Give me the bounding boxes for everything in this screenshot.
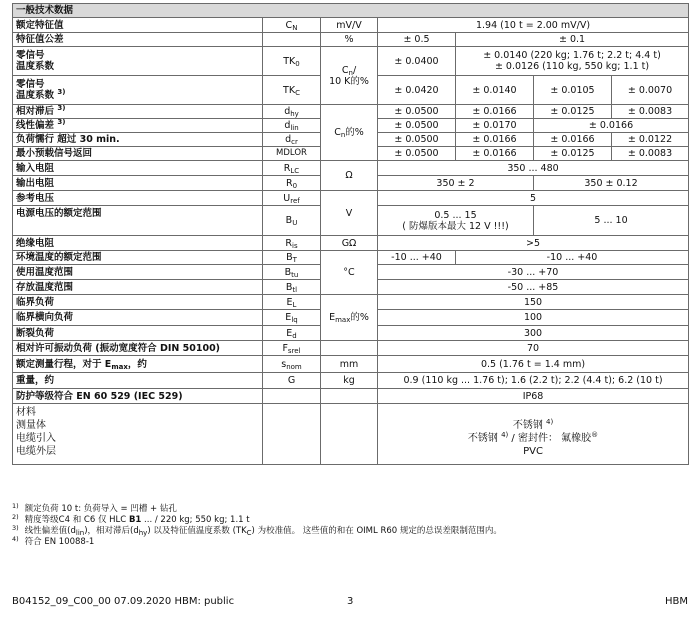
value-mdlor-2: ± 0.0166: [456, 147, 534, 161]
unit-cn-per-10k: $C_n/$ 10 K的%: [321, 47, 378, 105]
param-hysteresis: 相对滞后 $^{3)}$: [13, 105, 263, 119]
footnote-2: $^{2)}$ 精度等级C4 和 C6 仅 HLC B1 ... / 220 kg; 550 kg; 1.1 t: [12, 513, 250, 525]
symbol-btl: $B_{tl}$: [263, 280, 321, 295]
doc-id: B04152_09_C00_00 07.09.2020 HBM: public: [12, 596, 235, 607]
symbol-snom: $s_{nom}$: [263, 356, 321, 373]
row-vibration: [13, 341, 689, 356]
footnote-4: $^{4)}$ 符合 EN 10088-1: [12, 535, 95, 547]
param-materials: 材料 测量体 电缆引入 电缆外层: [13, 404, 263, 465]
unit-cn-percent: $C_n$的%: [321, 105, 378, 161]
symbol-dcr: $d_{cr}$: [263, 133, 321, 147]
value-rout-1: 350 ± 2: [378, 176, 534, 191]
symbol-dlin: $d_{lin}$: [263, 119, 321, 133]
param-rated-output: 额定特征值: [13, 18, 263, 33]
row-input-resistance: [13, 161, 689, 176]
value-mdlor-4: ± 0.0083: [612, 147, 689, 161]
value-tkc-4: ± 0.0070: [612, 76, 689, 105]
value-bu-2: 5 ... 10: [534, 206, 689, 236]
value-tkc-3: ± 0.0105: [534, 76, 612, 105]
value-creep-3: ± 0.0166: [534, 133, 612, 147]
value-input-resistance: 350 ... 480: [378, 161, 689, 176]
value-bt-2: -10 ... +40: [456, 251, 689, 265]
unit-volt: V: [321, 191, 378, 236]
symbol-ris: $R_{is}$: [263, 236, 321, 251]
row-insulation-resistance: [13, 236, 689, 251]
unit-empty-ip: [321, 389, 378, 404]
unit-emax-percent: $E_{max}$的%: [321, 295, 378, 341]
value-tk0-2: ± 0.0140 (220 kg; 1.76 t; 2.2 t; 4.4 t) ± 0.0126 (110 kg, 550 kg; 1.1 t): [456, 47, 689, 76]
param-breaking-load: 断裂负荷: [13, 326, 263, 341]
symbol-empty: [263, 33, 321, 47]
value-hyst-4: ± 0.0083: [612, 105, 689, 119]
row-weight: [13, 373, 689, 389]
value-lin-2: ± 0.0170: [456, 119, 534, 133]
param-weight: 重量，约: [13, 373, 263, 389]
row-safe-load: [13, 295, 689, 310]
param-input-resistance: 输入电阻: [13, 161, 263, 176]
footnotes: [12, 504, 688, 548]
value-reference-voltage: 5: [378, 191, 689, 206]
symbol-r0: $R_0$: [263, 176, 321, 191]
param-nominal-temp: 环境温度的额定范围: [13, 251, 263, 265]
value-bu-1: 0.5 ... 15 ( 防爆版本最大 12 V !!!): [378, 206, 534, 236]
value-tkc-2: ± 0.0140: [456, 76, 534, 105]
param-service-temp: 使用温度范围: [13, 265, 263, 280]
symbol-empty-mat: [263, 404, 321, 465]
row-hysteresis: [13, 105, 689, 119]
row-reference-voltage: [13, 191, 689, 206]
technical-data-table: [12, 3, 689, 465]
symbol-elq: $E_{lq}$: [263, 310, 321, 326]
section-header-row: [13, 4, 689, 18]
value-materials: 不锈钢 $^{4)}$ 不锈钢 $^{4)}$ / 密封件： 氟橡胶® PVC: [378, 404, 689, 465]
value-storage-temp: -50 ... +85: [378, 280, 689, 295]
symbol-fsrel: $F_{srel}$: [263, 341, 321, 356]
value-bt-1: -10 ... +40: [378, 251, 456, 265]
brand-name: HBM: [664, 596, 688, 607]
value-deflection: 0.5 (1.76 t = 1.4 mm): [378, 356, 689, 373]
symbol-g: G: [263, 373, 321, 389]
unit-kg: kg: [321, 373, 378, 389]
unit-celsius: °C: [321, 251, 378, 295]
param-safe-load: 临界负荷: [13, 295, 263, 310]
footnote-3: $^{3)}$ 线性偏差值$(d_{lin})$，相对滞后$(d_{hy})$ 以及特征值温度系数 $(TK_C)$ 为校准值。 这些值的和在 OIML R60 规定的总误差限制范围内。: [12, 524, 502, 537]
unit-empty: [321, 341, 378, 356]
value-rout-2: 350 ± 0.12: [534, 176, 689, 191]
param-output-resistance: 输出电阻: [13, 176, 263, 191]
symbol-tkc: $TK_C$: [263, 76, 321, 105]
value-breaking-load: 300: [378, 326, 689, 341]
section-title: 一般技术数据: [13, 4, 689, 18]
param-tk0: 零信号 温度系数: [13, 47, 263, 76]
unit-mv-v: mV/V: [321, 18, 378, 33]
symbol-tk0: $TK_0$: [263, 47, 321, 76]
unit-mm: mm: [321, 356, 378, 373]
value-hyst-2: ± 0.0166: [456, 105, 534, 119]
value-mdlor-1: ± 0.0500: [378, 147, 456, 161]
symbol-bu: $B_U$: [263, 206, 321, 236]
param-protection: 防护等级符合 EN 60 529 (IEC 529): [13, 389, 263, 404]
row-nominal-temp: [13, 251, 689, 265]
value-sens-tol-2: ± 0.1: [456, 33, 689, 47]
footnote-1: $^{1)}$ 额定负荷 10 t: 负荷导入 = 凹槽 + 钻孔: [12, 502, 177, 514]
param-vibration: 相对许可振动负荷 (振动宽度符合 DIN 50100): [13, 341, 263, 356]
value-safe-load: 150: [378, 295, 689, 310]
value-weight: 0.9 (110 kg ... 1.76 t); 1.6 (2.2 t); 2.2 (4.4 t); 6.2 (10 t): [378, 373, 689, 389]
param-mdlor: 最小预载信号返回: [13, 147, 263, 161]
value-creep-1: ± 0.0500: [378, 133, 456, 147]
value-side-load: 100: [378, 310, 689, 326]
value-lin-1: ± 0.0500: [378, 119, 456, 133]
row-materials: [13, 404, 689, 465]
param-tkc: 零信号 温度系数 $^{3)}$: [13, 76, 263, 105]
value-vibration: 70: [378, 341, 689, 356]
param-storage-temp: 存放温度范围: [13, 280, 263, 295]
value-tkc-1: ± 0.0420: [378, 76, 456, 105]
symbol-empty-ip: [263, 389, 321, 404]
param-supply-voltage: 电源电压的额定范围: [13, 206, 263, 236]
symbol-dhy: $d_{hy}$: [263, 105, 321, 119]
value-creep-2: ± 0.0166: [456, 133, 534, 147]
symbol-el: $E_L$: [263, 295, 321, 310]
value-sens-tol-1: ± 0.5: [378, 33, 456, 47]
unit-gohm: GΩ: [321, 236, 378, 251]
param-creep: 负荷懦行 超过 30 min.: [13, 133, 263, 147]
row-rated-output: [13, 18, 689, 33]
symbol-ed: $E_d$: [263, 326, 321, 341]
unit-percent: %: [321, 33, 378, 47]
value-service-temp: -30 ... +70: [378, 265, 689, 280]
symbol-btu: $B_{tu}$: [263, 265, 321, 280]
value-mdlor-3: ± 0.0125: [534, 147, 612, 161]
row-tk0: [13, 47, 689, 76]
param-side-load: 临界横向负荷: [13, 310, 263, 326]
unit-ohm: Ω: [321, 161, 378, 191]
param-deflection: 额定测量行程，对于 $E_{max}$，约: [13, 356, 263, 373]
row-sensitivity-tolerance: [13, 33, 689, 47]
row-protection: [13, 389, 689, 404]
symbol-cn: $C_N$: [263, 18, 321, 33]
value-lin-3: ± 0.0166: [534, 119, 689, 133]
page-footer: [12, 596, 688, 610]
param-linearity: 线性偏差 $^{3)}$: [13, 119, 263, 133]
symbol-bt: $B_T$: [263, 251, 321, 265]
symbol-rlc: $R_{LC}$: [263, 161, 321, 176]
value-protection: IP68: [378, 389, 689, 404]
page-number: 3: [347, 596, 354, 607]
value-insulation-resistance: >5: [378, 236, 689, 251]
value-rated-output: 1.94 (10 t = 2.00 mV/V): [378, 18, 689, 33]
unit-empty-mat: [321, 404, 378, 465]
value-hyst-1: ± 0.0500: [378, 105, 456, 119]
param-insulation-resistance: 绝缘电阻: [13, 236, 263, 251]
value-hyst-3: ± 0.0125: [534, 105, 612, 119]
value-tk0-1: ± 0.0400: [378, 47, 456, 76]
row-deflection: [13, 356, 689, 373]
symbol-mdlor: MDLOR: [263, 147, 321, 161]
param-sensitivity-tolerance: 特征值公差: [13, 33, 263, 47]
symbol-uref: $U_{ref}$: [263, 191, 321, 206]
value-creep-4: ± 0.0122: [612, 133, 689, 147]
param-reference-voltage: 参考电压: [13, 191, 263, 206]
